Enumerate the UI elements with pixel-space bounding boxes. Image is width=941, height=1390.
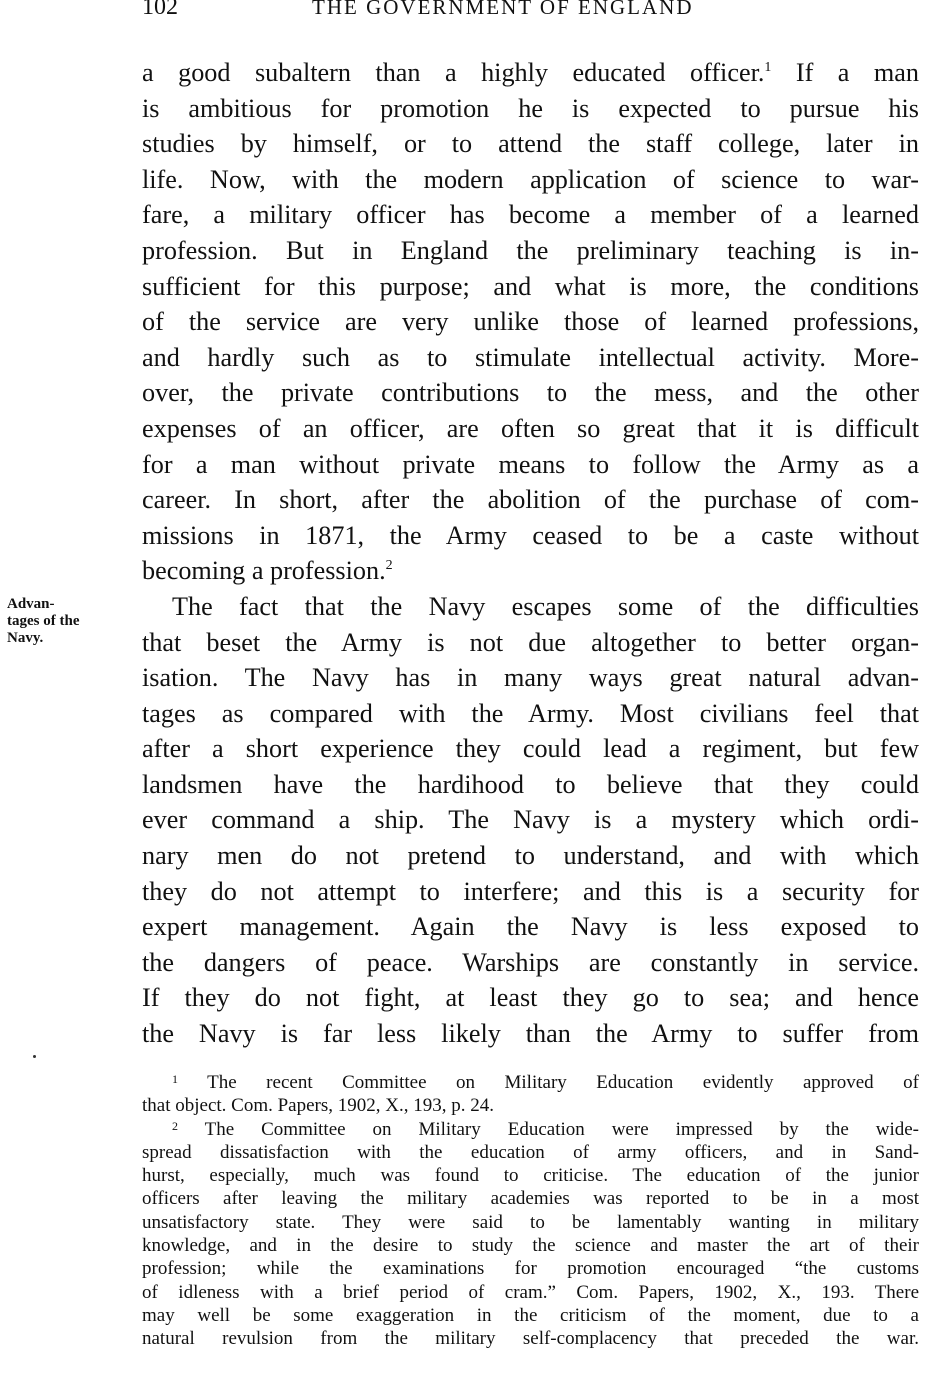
body-line: that beset the Army is not due altogether to better organ- xyxy=(142,627,919,657)
body-line: for a man without private means to follow the Army as a xyxy=(142,449,919,479)
body-line: nary men do not pretend to understand, and with which xyxy=(142,841,919,871)
body-line: of the service are very unlike those of learned professions, xyxy=(142,307,919,337)
stray-mark xyxy=(33,1055,36,1058)
body-line: isation. The Navy has in many ways great natural advan- xyxy=(142,663,919,693)
footnote-2-line: profession; while the examinations for promotion encouraged “the customs xyxy=(142,1258,919,1280)
footnote-2-line: spread dissatisfaction with the education of army officers, and in Sand- xyxy=(142,1141,919,1163)
body-line: is ambitious for promotion he is expected to pursue his xyxy=(142,93,919,123)
footnote-2-line: of idleness with a brief period of cram.” Com. Papers, 1902, X., 193. There xyxy=(142,1281,919,1303)
body-line: over, the private contributions to the mess, and the other xyxy=(142,378,919,408)
body-line: If they do not fight, at least they go to sea; and hence xyxy=(142,983,919,1013)
marginal-note-line: tages of the xyxy=(7,613,80,629)
footnote-2-line: officers after leaving the military academies was reported to be in a most xyxy=(142,1188,919,1210)
body-line: after a short experience they could lead a regiment, but few xyxy=(142,734,919,764)
body-line: tages as compared with the Army. Most civilians feel that xyxy=(142,698,919,728)
body-line: expenses of an officer, are often so great that it is difficult xyxy=(142,413,919,443)
footnote-2-line: unsatisfactory state. They were said to be lamentably wanting in military xyxy=(142,1211,919,1233)
footnote-2-text: The Committee on Military Education were impressed by the wide- xyxy=(204,1118,919,1140)
footnotes xyxy=(142,1071,919,1351)
body-line: sufficient for this purpose; and what is more, the conditions xyxy=(142,271,919,301)
footnote-ref-1: 1 xyxy=(764,60,772,75)
footnote-ref-2: 2 xyxy=(385,558,393,574)
body-line-text: becoming a profession. xyxy=(142,556,386,586)
body-line: and hardly such as to stimulate intellectual activity. More- xyxy=(142,342,919,372)
footnote-1-line: that object. Com. Papers, 1902, X., 193, p. 24. xyxy=(142,1095,494,1117)
body-line xyxy=(142,553,919,589)
body-line: the dangers of peace. Warships are constantly in service. xyxy=(142,947,919,977)
footnote-2-line: may well be some exaggeration in the criticism of the moment, due to a xyxy=(142,1304,919,1326)
running-title: THE GOVERNMENT OF ENGLAND xyxy=(312,0,694,19)
marginal-note-line: Advan- xyxy=(7,596,55,612)
body-line: The fact that the Navy escapes some of the difficulties xyxy=(172,591,919,621)
footnote-2-line: knowledge, and in the desire to study the science and master the art of their xyxy=(142,1235,919,1257)
body-line: ever command a ship. The Navy is a mystery which ordi- xyxy=(142,805,919,835)
footnote-2-line xyxy=(142,1118,919,1141)
body-text xyxy=(142,55,919,1052)
body-line: studies by himself, or to attend the staff college, later in xyxy=(142,129,919,159)
body-line-text: If a man xyxy=(795,58,919,87)
footnote-2-line: natural revulsion from the military self-complacency that preceded the war. xyxy=(142,1328,919,1350)
body-line: profession. But in England the preliminary teaching is in- xyxy=(142,235,919,265)
footnote-1-text: The recent Committee on Military Education evidently approved of xyxy=(207,1072,919,1093)
body-line: career. In short, after the abolition of the purchase of com- xyxy=(142,485,919,515)
footnote-1-line xyxy=(142,1071,919,1094)
body-line: the Navy is far less likely than the Army to suffer from xyxy=(142,1019,919,1049)
marginal-note xyxy=(7,596,132,647)
marginal-note-line: Navy. xyxy=(7,630,44,646)
footnote-2-line: hurst, especially, much was found to criticise. The education of the junior xyxy=(142,1165,919,1187)
body-line: landsmen have the hardihood to believe that they could xyxy=(142,769,919,799)
footnote-2-mark: 2 xyxy=(172,1118,178,1133)
body-line xyxy=(142,55,919,91)
body-line: missions in 1871, the Army ceased to be a caste without xyxy=(142,520,919,550)
body-line: life. Now, with the modern application of science to war- xyxy=(142,164,919,194)
page-header xyxy=(0,0,941,22)
footnote-1-mark: 1 xyxy=(172,1072,178,1086)
body-line-text: a good subaltern than a highly educated officer. xyxy=(142,58,765,87)
body-line: they do not attempt to interfere; and this is a security for xyxy=(142,876,919,906)
body-line: expert management. Again the Navy is less exposed to xyxy=(142,912,919,942)
body-line: fare, a military officer has become a member of a learned xyxy=(142,200,919,230)
page-number: 102 xyxy=(142,0,178,20)
